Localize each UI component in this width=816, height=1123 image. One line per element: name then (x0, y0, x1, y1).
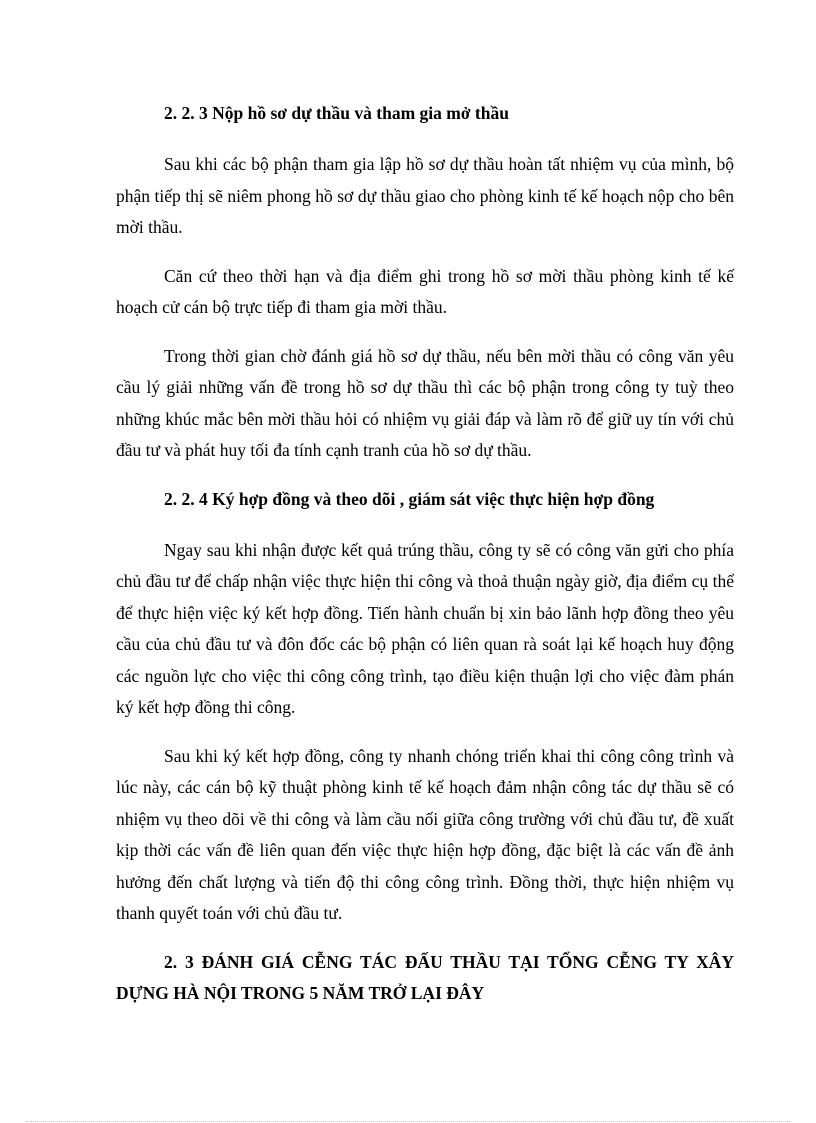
paragraph: Sau khi các bộ phận tham gia lập hồ sơ dự thầu hoàn tất nhiệm vụ của mình, bộ phận tiếp thị sẽ niêm phong hồ sơ dự thầu giao cho phòng kinh tế kế hoạch nộp cho bên mời thầu. (116, 154, 734, 237)
paragraph: Ngay sau khi nhận được kết quả trúng thầu, công ty sẽ có công văn gửi cho phía chủ đầu tư để chấp nhận việc thực hiện thi công và thoả thuận ngày giờ, địa điểm cụ thể để thực hiện việc ký kết hợp đồng. Tiến hành chuẩn bị xin bảo lãnh hợp đồng theo yêu cầu của chủ đầu tư và đôn đốc các bộ phận có liên quan rà soát lại kế hoạch huy động các nguồn lực cho việc thi công công trình, tạo điều kiện thuận lợi cho việc đàm phán ký kết hợp đồng thi công. (116, 539, 734, 717)
page-bottom-divider (26, 1121, 790, 1122)
document-page (116, 98, 734, 1010)
paragraph: Trong thời gian chờ đánh giá hồ sơ dự thầu, nếu bên mời thầu có công văn yêu cầu lý giải những vấn đề trong hồ sơ dự thầu thì các bộ phận trong công ty tuỳ theo những khúc mắc bên mời thầu hỏi có nhiệm vụ giải đáp và làm rõ để giữ uy tín với chủ đầu tư và phát huy tối đa tính cạnh tranh của hồ sơ dự thầu. (116, 345, 734, 460)
paragraph: Sau khi ký kết hợp đồng, công ty nhanh chóng triển khai thi công công trình và lúc này, các cán bộ kỹ thuật phòng kinh tế kế hoạch đảm nhận công tác dự thầu sẽ có nhiệm vụ theo dõi về thi công và làm cầu nối giữa công trường với chủ đầu tư, đề xuất kịp thời các vấn đề liên quan đến việc thực hiện hợp đồng, đặc biệt là các vấn đề ảnh hưởng đến chất lượng và tiến độ thi công công trình. Đồng thời, thực hiện nhiệm vụ thanh quyết toán với chủ đầu tư. (116, 745, 734, 923)
section-heading-2-2-3: 2. 2. 3 Nộp hồ sơ dự thầu và tham gia mở thầu (164, 103, 509, 123)
section-heading-2-3: 2. 3 ĐÁNH GIÁ CỄNG TÁC ĐẤU THẦU TẠI TỔNG CỄNG TY XÂY DỰNG HÀ NỘI TRONG 5 NĂM TRỞ LẠI ĐÂY (116, 951, 734, 1003)
paragraph: Căn cứ theo thời hạn và địa điểm ghi trong hồ sơ mời thầu phòng kinh tế kế hoạch cử cán bộ trực tiếp đi tham gia mời thầu. (116, 265, 734, 317)
section-heading-2-2-4: 2. 2. 4 Ký hợp đồng và theo dõi , giám sát việc thực hiện hợp đồng (164, 488, 655, 509)
